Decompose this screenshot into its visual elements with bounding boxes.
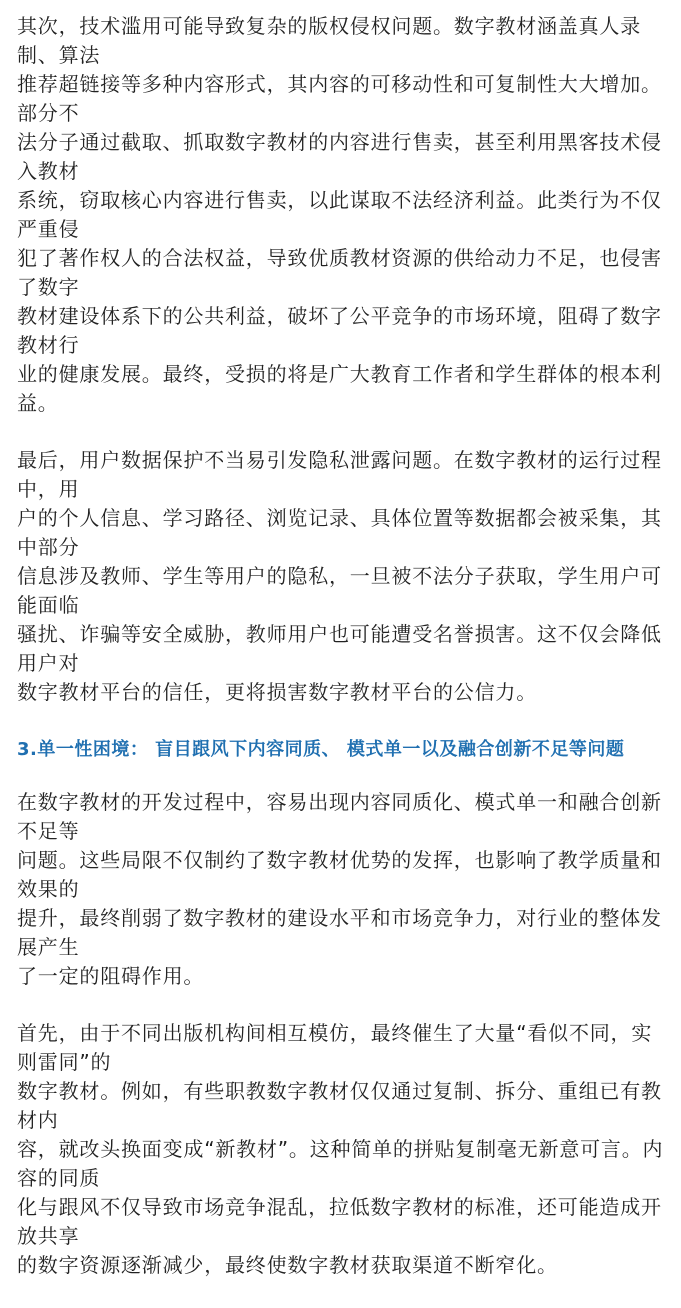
text-line: 在数字教材的开发过程中，容易出现内容同质化、模式单一和融合创新不足等 (17, 790, 662, 843)
text-line: 数字教材。例如，有些职教数字教材仅仅通过复制、拆分、重组已有教材内 (17, 1079, 662, 1132)
text-line: 了一定的阻碍作用。 (17, 964, 205, 988)
document-body (17, 0, 665, 1280)
text-line: 犯了著作权人的合法权益，导致优质教材资源的供给动力不足，也侵害了数字 (17, 246, 662, 299)
text-line: 容，就改头换面变成“新教材”。这种简单的拼贴复制毫无新意可言。内容的同质 (17, 1137, 664, 1190)
text-line: 教材建设体系下的公共利益，破坏了公平竞争的市场环境，阻碍了数字教材行 (17, 304, 662, 357)
text-line: 推荐超链接等多种内容形式，其内容的可移动性和可复制性大大增加。部分不 (17, 72, 662, 125)
text-line: 骚扰、诈骗等安全威胁，教师用户也可能遭受名誉损害。这不仅会降低用户对 (17, 622, 662, 675)
text-line: 首先，由于不同出版机构间相互模仿，最终催生了大量“看似不同，实则雷同”的 (17, 1021, 653, 1074)
text-line: 的数字资源逐渐减少，最终使数字教材获取渠道不断窄化。 (17, 1253, 558, 1277)
text-line: 法分子通过截取、抓取数字教材的内容进行售卖，甚至利用黑客技术侵入教材 (17, 130, 662, 183)
text-line: 户的个人信息、学习路径、浏览记录、具体位置等数据都会被采集，其中部分 (17, 506, 662, 559)
section-heading: 3.单一性困境： 盲目跟风下内容同质、 模式单一以及融合创新不足等问题 (17, 739, 625, 760)
paragraph-homogeneity (17, 788, 665, 991)
text-line: 信息涉及教师、学生等用户的隐私，一旦被不法分子获取，学生用户可能面临 (17, 564, 662, 617)
paragraph-copyright (17, 12, 665, 418)
text-line: 业的健康发展。最终，受损的将是广大教育工作者和学生群体的根本利益。 (17, 362, 662, 415)
text-line: 化与跟风不仅导致市场竞争混乱，拉低数字教材的标准，还可能造成开放共享 (17, 1195, 662, 1248)
text-line: 其次，技术滥用可能导致复杂的版权侵权问题。数字教材涵盖真人录制、算法 (17, 14, 641, 67)
text-line: 问题。这些局限不仅制约了数字教材优势的发挥，也影响了教学质量和效果的 (17, 848, 662, 901)
paragraph-privacy (17, 446, 665, 707)
text-line: 数字教材平台的信任，更将损害数字教材平台的公信力。 (17, 680, 537, 704)
text-line: 提升，最终削弱了数字教材的建设水平和市场竞争力，对行业的整体发展产生 (17, 906, 662, 959)
text-line: 最后，用户数据保护不当易引发隐私泄露问题。在数字教材的运行过程中，用 (17, 448, 662, 501)
paragraph-imitation (17, 1019, 665, 1280)
text-line: 系统，窃取核心内容进行售卖，以此谋取不法经济利益。此类行为不仅严重侵 (17, 188, 662, 241)
